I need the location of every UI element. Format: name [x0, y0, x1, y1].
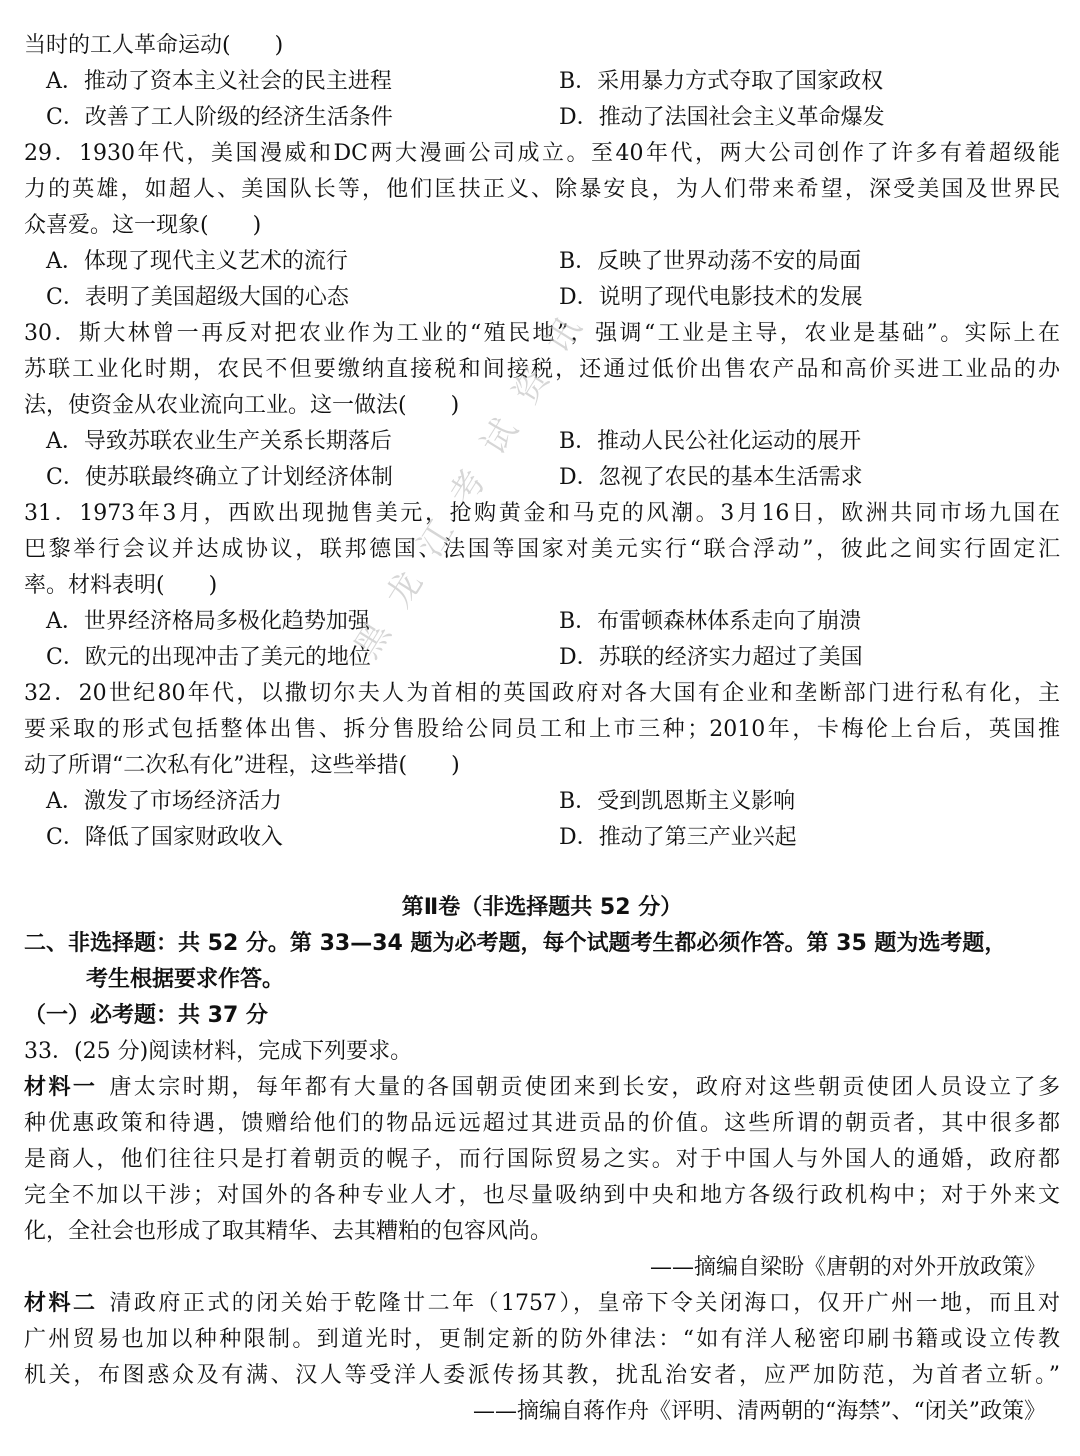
- q32-line-1: 32．20世纪80年代，以撒切尔夫人为首相的英国政府对各大国有企业和垄断部门进行私有化，主: [24, 681, 1060, 706]
- q29-option-c: C．表明了美国超级大国的心态: [46, 285, 349, 310]
- q31-options-row-1: [24, 604, 1060, 640]
- q30-line-3: 法，使资金从农业流向工业。这一做法( ): [24, 393, 460, 418]
- q32-options-row-2: [24, 820, 1060, 856]
- q30-option-c: C．使苏联最终确立了计划经济体制: [46, 465, 393, 490]
- q31-line-1: 31．1973年3月，西欧出现抛售美元，抢购黄金和马克的风潮。3月16日，欧洲共同市场九国在: [24, 501, 1060, 526]
- material2-label: 材料二: [24, 1291, 98, 1316]
- part2-title: 第Ⅱ卷（非选择题共 52 分）: [401, 895, 683, 920]
- material1-line-2: 种优惠政策和待遇，馈赠给他们的物品远远超过其进贡品的价值。这些所谓的朝贡者，其中很多都: [24, 1111, 1060, 1136]
- q29-line-2: 力的英雄，如超人、美国队长等，他们匡扶正义、除暴安良，为人们带来希望，深受美国及世界民: [24, 177, 1060, 202]
- part2-heading-line-2: 考生根据要求作答。: [86, 967, 285, 992]
- q32-line-3: 动了所谓“二次私有化”进程，这些举措( ): [24, 753, 460, 778]
- q30-line-1: 30．斯大林曾一再反对把农业作为工业的“殖民地”，强调“工业是主导，农业是基础”。实际上在: [24, 321, 1060, 346]
- q32-option-d: D．推动了第三产业兴起: [559, 825, 797, 850]
- q30-option-b: B．推动人民公社化运动的展开: [559, 429, 862, 454]
- q28-stem: 当时的工人革命运动( ): [24, 33, 284, 58]
- material2-line-3: 机关，布图惑众及有满、汉人等受洋人委派传扬其教，扰乱治安者，应严加防范，为首者立斩。”: [24, 1363, 1060, 1388]
- q31-options-row-2: [24, 640, 1060, 676]
- q29-line-1: 29．1930年代，美国漫威和DC两大漫画公司成立。至40年代，两大公司创作了许多有着超级能: [24, 141, 1060, 166]
- q32-line-2: 要采取的形式包括整体出售、拆分售股给公同员工和上市三种；2010年，卡梅伦上台后，英国推: [24, 717, 1060, 742]
- material2-source: ——摘编自蒋作舟《评明、清两朝的“海禁”、“闭关”政策》: [473, 1399, 1046, 1424]
- material1-source: ——摘编自梁盼《唐朝的对外开放政策》: [649, 1255, 1046, 1280]
- q31-option-c: C．欧元的出现冲击了美元的地位: [46, 645, 371, 670]
- material2-text-1: 清政府正式的闭关始于乾隆廿二年（1757），皇帝下令关闭海口，仅开广州一地，而且对: [109, 1291, 1060, 1316]
- q32-option-c: C．降低了国家财政收入: [46, 825, 283, 850]
- q31-line-2: 巴黎举行会议并达成协议，联邦德国、法国等国家对美元实行“联合浮动”，彼此之间实行固定汇: [24, 537, 1060, 562]
- q30-line-2: 苏联工业化时期，农民不但要缴纳直接税和间接税，还通过低价出售农产品和高价买进工业品的办: [24, 357, 1060, 382]
- watermark: 黑龙江考试资讯: [346, 288, 604, 666]
- q30-options-row-1: [24, 424, 1060, 460]
- q29-line-3: 众喜爱。这一现象( ): [24, 213, 262, 238]
- q29-option-b: B．反映了世界动荡不安的局面: [559, 249, 862, 274]
- q32-option-a: A．激发了市场经济活力: [46, 789, 282, 814]
- q28-option-c: C．改善了工人阶级的经济生活条件: [46, 105, 393, 130]
- exam-page: [24, 28, 1060, 1430]
- q29-option-a: A．体现了现代主义艺术的流行: [46, 249, 348, 274]
- q30-option-a: A．导致苏联农业生产关系长期落后: [46, 429, 392, 454]
- q29-option-d: D．说明了现代电影技术的发展: [559, 285, 863, 310]
- material2-line-1: [24, 1286, 1060, 1322]
- material2-line-2: 广州贸易也加以种种限制。到道光时，更制定新的防外律法：“如有洋人秘密印刷书籍或设立传教: [24, 1327, 1060, 1352]
- material1-line-4: 完全不加以干涉；对国外的各种专业人才，也尽量吸纳到中央和地方各级行政机构中；对于外来文: [24, 1183, 1060, 1208]
- q32-options-row-1: [24, 784, 1060, 820]
- material1-line-5: 化，全社会也形成了取其精华、去其糟粕的包容风尚。: [24, 1219, 553, 1244]
- q30-options-row-2: [24, 460, 1060, 496]
- q29-options-row-2: [24, 280, 1060, 316]
- q29-options-row-1: [24, 244, 1060, 280]
- q28-option-a: A．推动了资本主义社会的民主进程: [46, 69, 392, 94]
- material1-label: 材料一: [24, 1075, 98, 1100]
- part2-heading-line-1: 二、非选择题：共 52 分。第 33—34 题为必考题，每个试题考生都必须作答。第 35 题为选考题，: [24, 931, 1007, 956]
- q28-options-row-1: [24, 64, 1060, 100]
- q33-stem: 33．(25 分)阅读材料，完成下列要求。: [24, 1039, 413, 1064]
- q32-option-b: B．受到凯恩斯主义影响: [559, 789, 796, 814]
- material1-line-1: [24, 1070, 1060, 1106]
- q28-option-b: B．采用暴力方式夺取了国家政权: [559, 69, 884, 94]
- q31-option-d: D．苏联的经济实力超过了美国: [559, 645, 863, 670]
- section-spacer: [24, 856, 1060, 890]
- q28-option-d: D．推动了法国社会主义革命爆发: [559, 105, 885, 130]
- section-required: （一）必考题：共 37 分: [24, 1003, 268, 1028]
- material1-line-3: 是商人，他们往往只是打着朝贡的幌子，而行国际贸易之实。对于中国人与外国人的通婚，政府都: [24, 1147, 1060, 1172]
- q30-option-d: D．忽视了农民的基本生活需求: [559, 465, 863, 490]
- q28-options-row-2: [24, 100, 1060, 136]
- q31-line-3: 率。材料表明( ): [24, 573, 218, 598]
- material1-text-1: 唐太宗时期，每年都有大量的各国朝贡使团来到长安，政府对这些朝贡使团人员设立了多: [109, 1075, 1060, 1100]
- q31-option-b: B．布雷顿森林体系走向了崩溃: [559, 609, 862, 634]
- q31-option-a: A．世界经济格局多极化趋势加强: [46, 609, 370, 634]
